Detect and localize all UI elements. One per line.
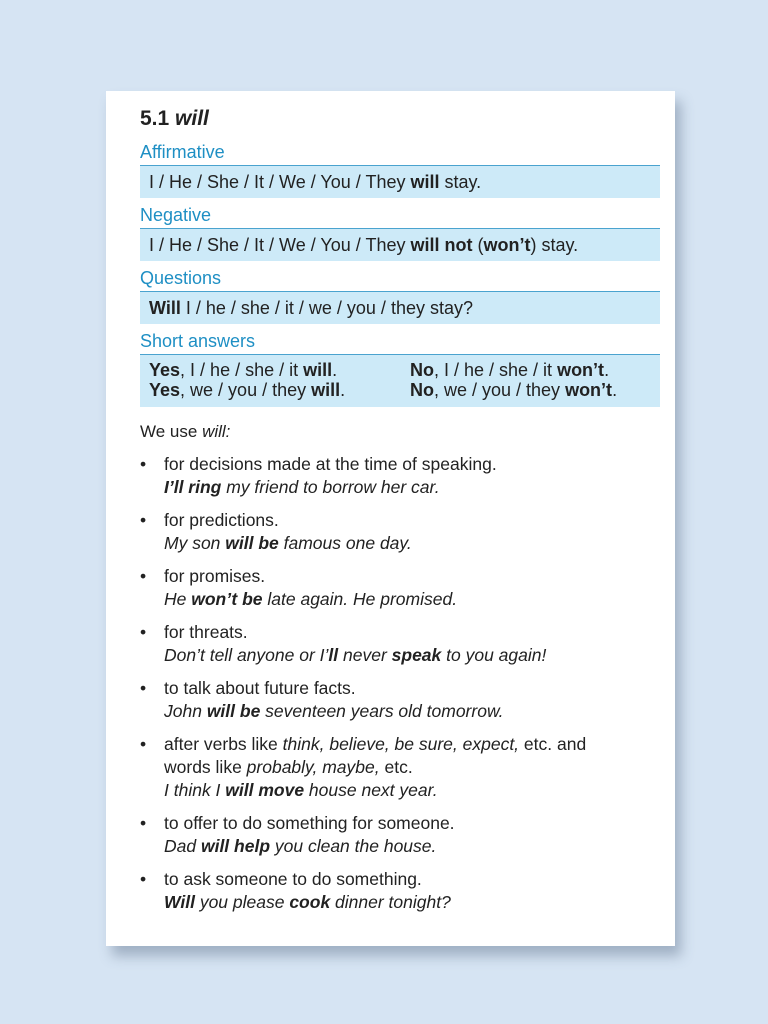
example-sentence: Will you please cook dinner tonight?: [164, 892, 451, 912]
short-answer-no: No, I / he / she / it won’t.: [410, 360, 610, 380]
bullet-icon: •: [140, 566, 147, 586]
list-item: • to offer to do something for someone. Dad will help you clean the house.: [140, 812, 665, 858]
negative-heading: Negative: [140, 205, 212, 225]
questions-band: Will I / he / she / it / we / you / they stay?: [140, 291, 660, 324]
example-sentence: He won’t be late again. He promised.: [164, 589, 458, 609]
short-answer-no: No, we / you / they won’t.: [410, 380, 618, 400]
short-answer-yes: Yes, we / you / they will.: [149, 380, 346, 400]
usage-intro: We use will:: [140, 422, 231, 441]
list-item: • for threats. Don’t tell anyone or I’ll never speak to you again!: [140, 621, 665, 667]
example-sentence: John will be seventeen years old tomorrow.: [164, 701, 504, 721]
list-item: • for decisions made at the time of speaking. I’ll ring my friend to borrow her car.: [140, 453, 665, 499]
bullet-icon: •: [140, 678, 147, 698]
example-sentence: Dad will help you clean the house.: [164, 836, 437, 856]
bullet-icon: •: [140, 622, 147, 642]
short-answer-row: [149, 360, 660, 380]
negative-band: I / He / She / It / We / You / They will not (won’t) stay.: [140, 228, 660, 261]
grammar-page: [106, 91, 675, 946]
list-item: • for promises. He won’t be late again. He promised.: [140, 565, 665, 611]
example-sentence: My son will be famous one day.: [164, 533, 412, 553]
example-sentence: I think I will move house next year.: [164, 780, 438, 800]
list-item: • to talk about future facts. John will be seventeen years old tomorrow.: [140, 677, 665, 723]
affirmative-heading: Affirmative: [140, 142, 225, 162]
short-answers-band: [140, 354, 660, 407]
page-title: 5.1 will: [140, 107, 209, 130]
example-sentence: I’ll ring my friend to borrow her car.: [164, 477, 440, 497]
list-item: • after verbs like think, believe, be sure, expect, etc. and words like probably, maybe, etc. I think I will move house next year.: [140, 733, 665, 802]
bullet-icon: •: [140, 734, 147, 754]
short-answers-heading: Short answers: [140, 331, 256, 351]
list-item: • for predictions. My son will be famous one day.: [140, 509, 665, 555]
page-content: [140, 105, 665, 924]
bullet-icon: •: [140, 454, 147, 474]
bullet-icon: •: [140, 510, 147, 530]
bullet-icon: •: [140, 813, 147, 833]
questions-heading: Questions: [140, 268, 222, 288]
affirmative-band: I / He / She / It / We / You / They will stay.: [140, 165, 660, 198]
usage-list: [140, 453, 665, 914]
bullet-icon: •: [140, 869, 147, 889]
short-answer-row: [149, 380, 660, 400]
list-item: • to ask someone to do something. Will you please cook dinner tonight?: [140, 868, 665, 914]
example-sentence: Don’t tell anyone or I’ll never speak to you again!: [164, 645, 547, 665]
short-answer-yes: Yes, I / he / she / it will.: [149, 360, 338, 380]
